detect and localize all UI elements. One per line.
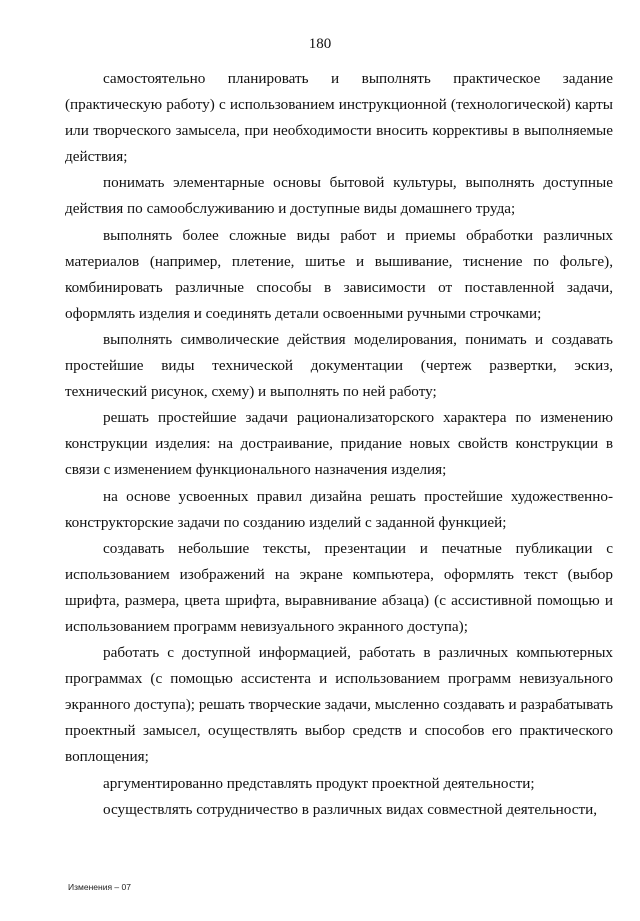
paragraph: понимать элементарные основы бытовой культуры, выполнять доступные действия по самообслуживанию и доступные виды домашнего труда; (65, 174, 613, 218)
paragraph: на основе усвоенных правил дизайна решать простейшие художественно-конструкторские задачи по созданию изделий с заданной функцией; (65, 487, 613, 531)
paragraph: самостоятельно планировать и выполнять практическое задание (практическую работу) с использованием инструкционной (технологической) карты или творческого замысела, при необходимости вносить коррективы в выполняемые действия; (65, 70, 613, 166)
paragraph: создавать небольшие тексты, презентации и печатные публикации с использованием изображений на экране компьютера, оформлять текст (выбор шрифта, размера, цвета шрифта, выравнивание абзаца) (с ассистивной помощью и использованием программ невизуального экранного доступа); (65, 539, 613, 635)
body-text (65, 66, 613, 823)
paragraph: аргументированно представлять продукт проектной деятельности; (103, 774, 535, 792)
paragraph: выполнять символические действия моделирования, понимать и создавать простейшие виды технической документации (чертеж развертки, эскиз, технический рисунок, схему) и выполнять по ней работу; (65, 330, 613, 401)
paragraph: выполнять более сложные виды работ и приемы обработки различных материалов (например, плетение, шитье и вышивание, тиснение по фольге), комбинировать различные способы в зависимости от поставленной задачи, оформлять изделия и соединять детали освоенными ручными строчками; (65, 226, 613, 322)
paragraph: осуществлять сотрудничество в различных видах совместной деятельности, (103, 800, 598, 818)
paragraph: решать простейшие задачи рационализаторского характера по изменению конструкции изделия: на достраивание, придание новых свойств конструкции в связи с изменением функционального назначения изделия; (65, 409, 613, 479)
paragraph: работать с доступной информацией, работать в различных компьютерных программах (с помощью ассистента и использованием программ невизуального экранного доступа); решать творческие задачи, мысленно создавать и разрабатывать проектный замысел, осуществлять выбор средств и способов его практического воплощения; (65, 644, 613, 766)
footer-revision-note: Изменения – 07 (68, 882, 131, 892)
page-number: 180 (308, 36, 332, 52)
